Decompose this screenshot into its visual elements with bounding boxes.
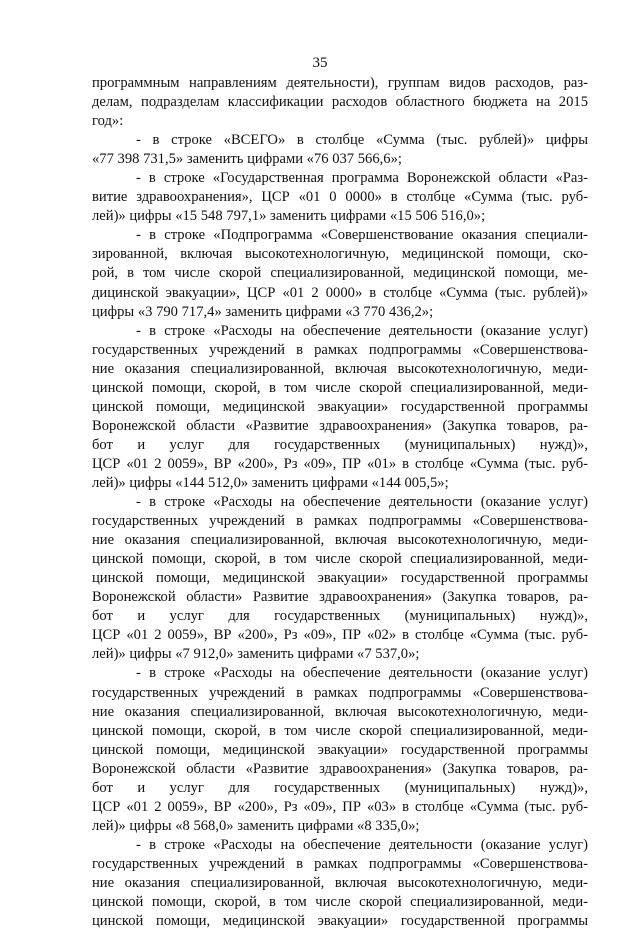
paragraph <box>92 169 588 226</box>
document-body <box>92 74 588 931</box>
text-line: делам, подразделам классификации расходов областного бюджета на 2015 <box>92 94 588 111</box>
text-line: цинской помощи, скорой, в том числе скорой специализированной, меди- <box>92 551 588 568</box>
text-line: лей)» цифры «144 512,0» заменить цифрами «144 005,5»; <box>92 474 449 491</box>
text-line: государственных учреждений в рамках подпрограммы «Совершенствова- <box>92 341 588 358</box>
text-line: цинской помощи, медицинской эвакуации» государственной программы <box>92 913 588 930</box>
text-line: бот и услуг для государственных (муниципальных) нужд)», <box>92 779 588 796</box>
text-line: бот и услуг для государственных (муниципальных) нужд)», <box>92 608 588 625</box>
paragraph <box>92 836 588 931</box>
text-line: цифры «3 790 717,4» заменить цифрами «3 770 436,2»; <box>92 303 434 320</box>
text-line: бот и услуг для государственных (муниципальных) нужд)», <box>92 436 588 453</box>
text-line: год»: <box>92 113 124 130</box>
page-number: 35 <box>312 55 328 71</box>
text-line: - в строке «Расходы на обеспечение деятельности (оказание услуг) <box>136 322 588 339</box>
text-line: - в строке «Расходы на обеспечение деятельности (оказание услуг) <box>136 665 588 682</box>
text-line: цинской помощи, медицинской эвакуации» государственной программы <box>92 570 588 587</box>
text-line: цинской помощи, скорой, в том числе скорой специализированной, меди- <box>92 379 588 396</box>
paragraph <box>92 226 588 321</box>
text-line: лей)» цифры «8 568,0» заменить цифрами «8 335,0»; <box>92 817 420 834</box>
text-line: цинской помощи, медицинской эвакуации» государственной программы <box>92 741 588 758</box>
paragraph <box>92 493 588 664</box>
text-line: ние оказания специализированной, включая высокотехнологичную, меди- <box>92 532 588 549</box>
text-line: Воронежской области «Развитие здравоохранения» (Закупка товаров, ра- <box>92 417 588 434</box>
text-line: ЦСР «01 2 0059», ВР «200», Рз «09», ПР «03» в столбце «Сумма (тыс. руб- <box>92 798 588 815</box>
text-line: цинской помощи, скорой, в том числе скорой специализированной, меди- <box>92 722 588 739</box>
text-line: витие здравоохранения», ЦСР «01 0 0000» в столбце «Сумма (тыс. руб- <box>92 189 588 206</box>
text-line: лей)» цифры «7 912,0» заменить цифрами «7 537,0»; <box>92 646 420 663</box>
text-line: программным направлениям деятельности), группам видов расходов, раз- <box>92 75 588 91</box>
text-line: ние оказания специализированной, включая высокотехнологичную, меди- <box>92 360 588 377</box>
text-line: цинской помощи, скорой, в том числе скорой специализированной, меди- <box>92 894 588 911</box>
paragraph <box>92 664 588 835</box>
text-line: Воронежской области «Развитие здравоохранения» (Закупка товаров, ра- <box>92 760 588 777</box>
text-line: зированной, включая высокотехнологичную, медицинской помощи, ско- <box>92 246 588 263</box>
text-line: ние оказания специализированной, включая высокотехнологичную, меди- <box>92 703 588 720</box>
paragraph <box>92 322 588 493</box>
text-line: государственных учреждений в рамках подпрограммы «Совершенствова- <box>92 513 588 530</box>
text-line: лей)» цифры «15 548 797,1» заменить цифрами «15 506 516,0»; <box>92 208 486 225</box>
paragraph <box>92 74 588 131</box>
text-line: цинской помощи, медицинской эвакуации» государственной программы <box>92 398 588 415</box>
paragraph <box>92 131 588 169</box>
text-line: Воронежской области» Развитие здравоохранения» (Закупка товаров, ра- <box>92 589 588 606</box>
text-line: - в строке «Государственная программа Воронежской области «Раз- <box>136 170 588 187</box>
text-line: государственных учреждений в рамках подпрограммы «Совершенствова- <box>92 684 588 701</box>
text-line: ЦСР «01 2 0059», ВР «200», Рз «09», ПР «02» в столбце «Сумма (тыс. руб- <box>92 627 588 644</box>
text-line: рой, в том числе скорой специализированной, медицинской помощи, ме- <box>92 265 588 282</box>
text-line: - в строке «Расходы на обеспечение деятельности (оказание услуг) <box>136 836 588 853</box>
text-line: - в строке «Расходы на обеспечение деятельности (оказание услуг) <box>136 494 588 511</box>
text-line: - в строке «Подпрограмма «Совершенствование оказания специали- <box>136 227 588 244</box>
text-line: «77 398 731,5» заменить цифрами «76 037 566,6»; <box>92 151 402 168</box>
text-line: государственных учреждений в рамках подпрограммы «Совершенствова- <box>92 855 588 872</box>
text-line: ние оказания специализированной, включая высокотехнологичную, меди- <box>92 874 588 891</box>
text-line: дицинской эвакуации», ЦСР «01 2 0000» в столбце «Сумма (тыс. рублей)» <box>92 284 588 301</box>
text-line: ЦСР «01 2 0059», ВР «200», Рз «09», ПР «01» в столбце «Сумма (тыс. руб- <box>92 455 588 472</box>
text-line: - в строке «ВСЕГО» в столбце «Сумма (тыс. рублей)» цифры <box>136 132 588 149</box>
